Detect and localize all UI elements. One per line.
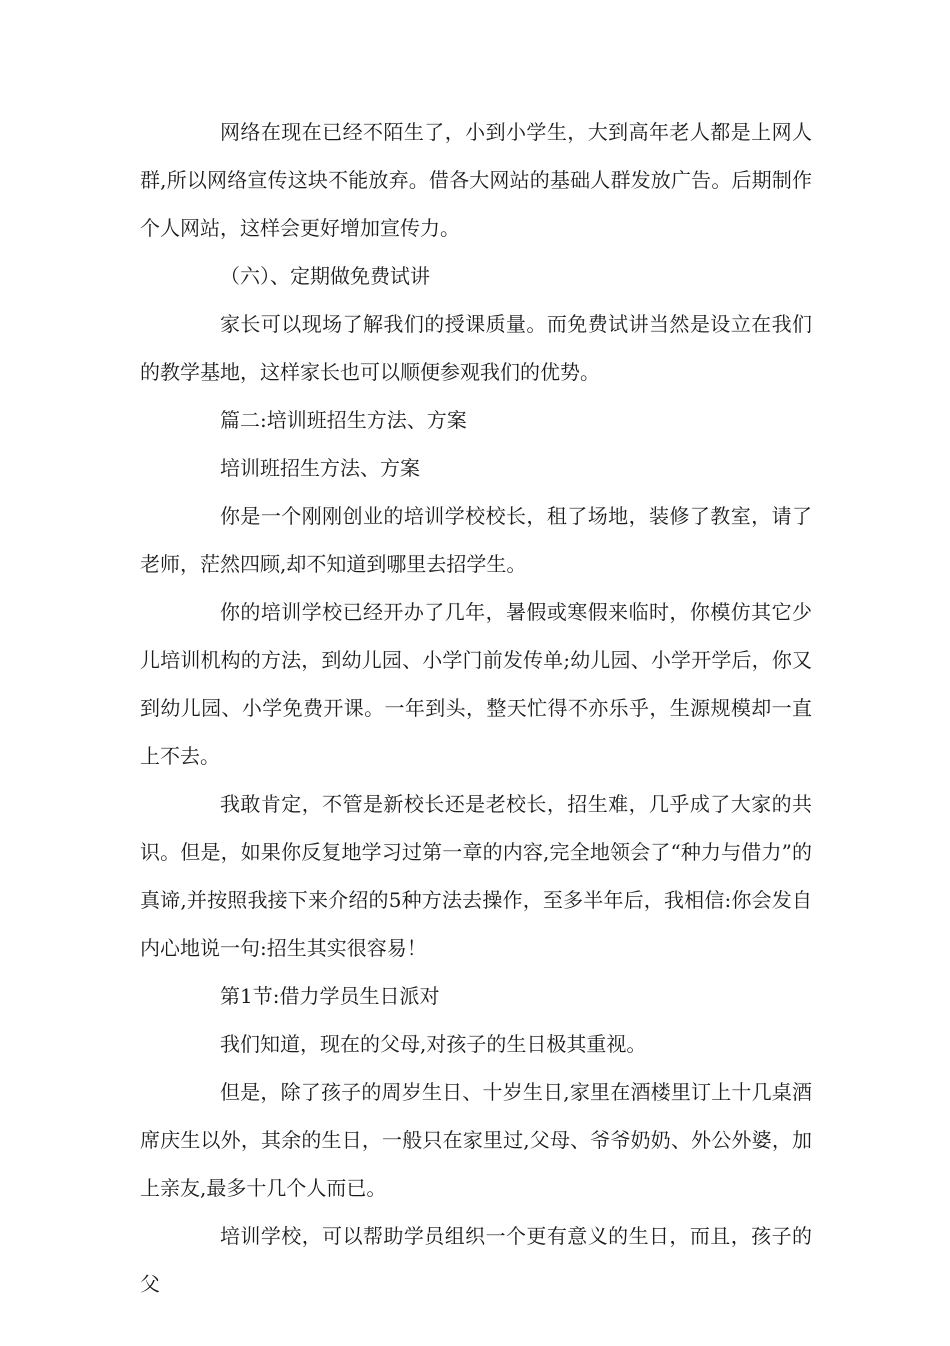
paragraph-birthday-celebrations: 但是，除了孩子的周岁生日、十岁生日,家里在酒楼里订上十几桌酒席庆生以外，其余的生日，一般只在家里过,父母、爷爷奶奶、外公外婆，加上亲友,最多十几个人而已。	[140, 1080, 812, 1200]
paragraph-free-trial: 家长可以现场了解我们的授课质量。而免费试讲当然是设立在我们的教学基地，这样家长也可以顺便参观我们的优势。	[140, 312, 812, 384]
section-heading-free-trial: （六）、定期做免费试讲	[220, 264, 430, 288]
paragraph-school-organizes-birthday: 培训学校，可以帮助学员组织一个更有意义的生日，而且，孩子的父	[140, 1224, 812, 1296]
paragraph-enrollment-difficulty: 我敢肯定，不管是新校长还是老校长，招生难，几乎成了大家的共识。但是，如果你反复地学习过第一章的内容,完全地领会了“种力与借力”的真谛,并按照我接下来介绍的5种方法去操作，至多半年后，我相信:你会发自内心地说一句:招生其实很容易！	[140, 792, 812, 960]
document-body	[140, 108, 812, 1308]
paragraph-network-promotion: 网络在现在已经不陌生了，小到小学生，大到高年老人都是上网人群,所以网络宣传这块不能放弃。借各大网站的基础人群发放广告。后期制作个人网站，这样会更好增加宣传力。	[140, 120, 812, 240]
document-title: 培训班招生方法、方案	[220, 456, 420, 480]
section-heading-birthday-party: 第1节:借力学员生日派对	[220, 984, 440, 1008]
paragraph-parents-value-birthdays: 我们知道，现在的父母,对孩子的生日极其重视。	[220, 1032, 647, 1056]
paragraph-new-principal: 你是一个刚刚创业的培训学校校长，租了场地，装修了教室，请了老师，茫然四顾,却不知道到哪里去招学生。	[140, 504, 812, 576]
paragraph-existing-school: 你的培训学校已经开办了几年，暑假或寒假来临时，你模仿其它少儿培训机构的方法，到幼儿园、小学门前发传单;幼儿园、小学开学后，你又到幼儿园、小学免费开课。一年到头，整天忙得不亦乐乎，生源规模却一直上不去。	[140, 600, 812, 768]
chapter-heading-part-two: 篇二:培训班招生方法、方案	[220, 408, 467, 432]
